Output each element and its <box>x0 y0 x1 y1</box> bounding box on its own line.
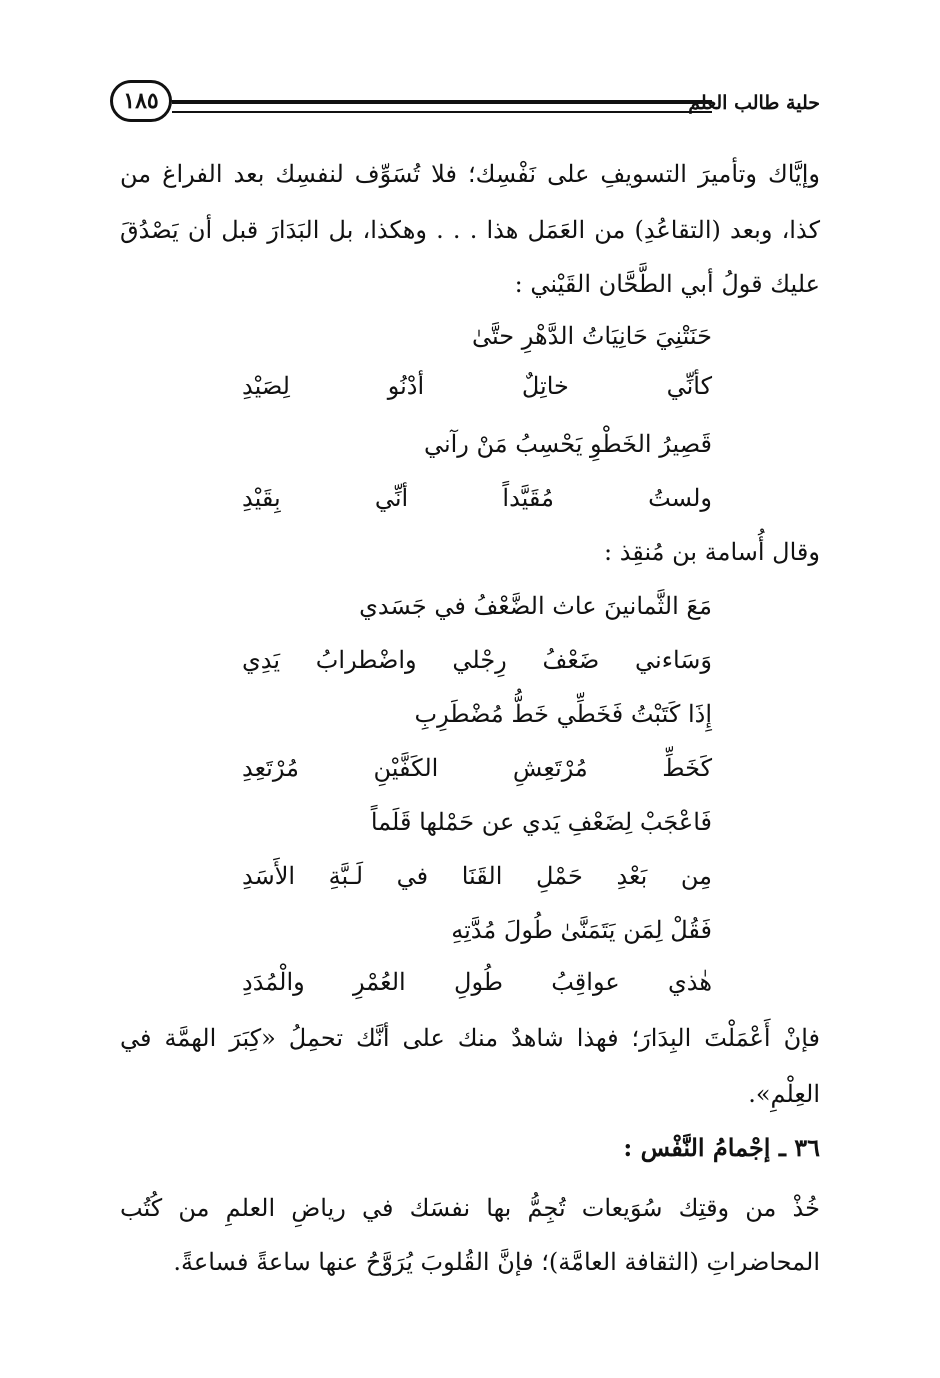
poem-2-verse-2-first: إِذَا كَتَبْتُ فَخَطِّي خَطُّ مُضْطَرِبِ <box>414 700 712 728</box>
poem-2-verse-3-second: مِن بَعْدِ حَمْلِ القَنَا في لَـبَّةِ الأَسَدِ <box>242 862 712 890</box>
paragraph-2-line-2: العِلْمِ». <box>748 1080 820 1108</box>
poem-1-verse-1-first: حَنَتْنِيَ حَانِيَاتُ الدَّهْرِ حتَّىٰ <box>472 322 712 350</box>
poem-1-verse-1-second: كأنِّي خاتِلٌ أدْنُو لِصَيْدِ <box>242 372 712 400</box>
poem-2-verse-2-second: كَخَطِّ مُرْتَعِشِ الكَفَّيْنِ مُرْتَعِدِ <box>242 754 712 782</box>
paragraph-1-line-1: وإيَّاك وتأميرَ التسويفِ على نَفْسِك؛ فلا تُسَوِّف لنفسِك بعد الفراغ من <box>120 160 820 188</box>
poem-1-verse-2-second: ولستُ مُقَيَّداً أنِّي بِقَيْدِ <box>242 484 712 512</box>
section-36-line-1: خُذْ من وقتِك سُوَيعات تُجِمُّ بها نفسَك في رياضِ العلمِ من كُتُب <box>120 1194 820 1222</box>
running-title: حلية طالب العلم <box>688 92 820 114</box>
paragraph-1-line-3: عليك قولُ أبي الطَّحَّان القَيْني : <box>514 270 820 298</box>
paragraph-1-line-2: كذا، وبعد (التقاعُدِ) من العَمَل هذا . . . وهكذا، بل البَدَارَ قبل أن يَصْدُقَ <box>120 216 820 244</box>
poem-2-verse-3-first: فَاعْجَبْ لِضَعْفِ يَدي عن حَمْلها قَلَماً <box>370 808 712 836</box>
poem-2-intro: وقال أُسامة بن مُنقِذ : <box>603 538 820 566</box>
section-36-line-2: المحاضراتِ (الثقافة العامَّة)؛ فإنَّ القُلوبَ يُرَوَّحُ عنها ساعةً فساعةً. <box>173 1248 820 1276</box>
poem-2-verse-1-second: وَسَاءني ضَعْفُ رِجْلي واضْطرابُ يَدِي <box>242 646 712 674</box>
poem-1-verse-2-first: قَصِيرُ الخَطْوِ يَحْسِبُ مَنْ رآني <box>423 430 712 458</box>
page-number: ١٨٥ <box>110 80 172 122</box>
header-rule <box>172 100 712 113</box>
poem-2-verse-4-first: فَقُلْ لِمَن يَتَمَنَّىٰ طُولَ مُدَّتِهِ <box>451 916 712 944</box>
poem-2-verse-4-second: هٰذي عواقِبُ طُولِ العُمْرِ والْمُدَدِ <box>242 968 712 996</box>
poem-2-verse-1-first: مَعَ الثَّمانينَ عاث الضَّعْفُ في جَسَدي <box>359 592 712 620</box>
paragraph-2-line-1: فإنْ أَعْمَلْتَ البِدَارَ؛ فهذا شاهدٌ منك على أنَّك تحمِلُ «كِبَرَ الهمَّة في <box>120 1024 820 1052</box>
section-36-heading: ٣٦ ـ إجْمامُ النَّفْس : <box>623 1133 820 1162</box>
